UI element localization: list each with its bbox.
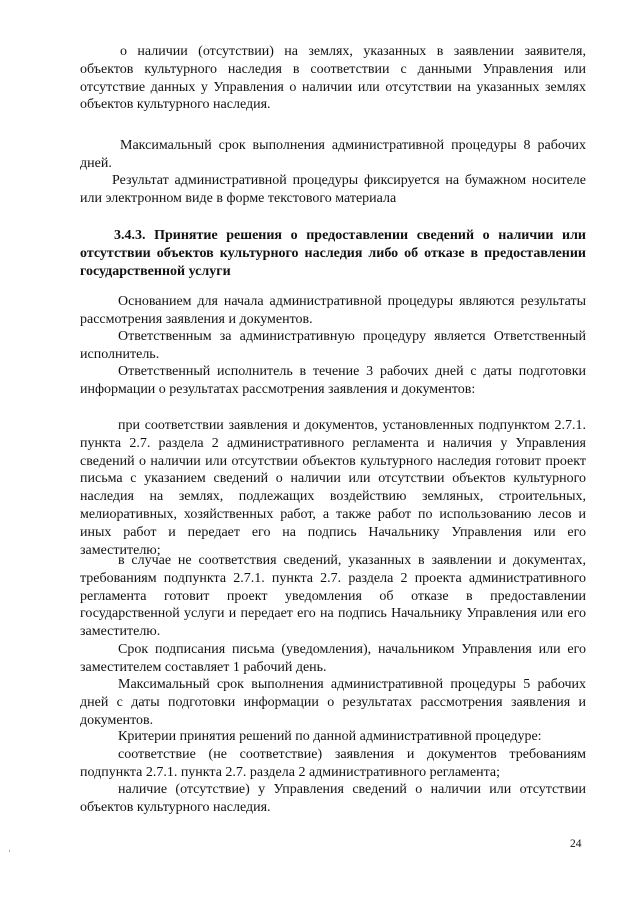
paragraph-responsible-duties: Ответственный исполнитель в течение 3 рабочих дней с даты подготовки информации о результатах рассмотрения заявления и документов:	[80, 364, 586, 397]
paragraph-if-noncompliant: в случае не соответствия сведений, указанных в заявлении и документах, требованиям подпункта 2.7.1. пункта 2.7. раздела 2 проекта административного регламента готовит проект уведомления об отказе в предоставлении государственной услуги и передает его на подпись Начальнику Управления или его заместителю.	[80, 553, 586, 640]
paragraph-responsible: Ответственным за административную процедуру является Ответственный исполнитель.	[80, 329, 586, 362]
section-heading-3-4-3: 3.4.3. Принятие решения о предоставлении сведений о наличии или отсутствии объектов культурного наследия либо об отказе в предоставлении государственной услуги	[80, 228, 586, 279]
paragraph-basis: Основанием для начала административной процедуры являются результаты рассмотрения заявления и документов.	[80, 294, 586, 327]
paragraph-max-term-8-days: Максимальный срок выполнения административной процедуры 8 рабочих дней.	[80, 138, 586, 171]
paragraph-decision-criteria: Критерии принятия решений по данной административной процедуре:	[118, 729, 542, 744]
scan-edge-mark: ·	[8, 846, 11, 856]
paragraph-land-objects: о наличии (отсутствии) на землях, указанных в заявлении заявителя, объектов культурного наследия в соответствии с данными Управления или отсутствие данных у Управления о наличии или отсутствии на указанных землях объектов культурного наследия.	[80, 44, 586, 113]
paragraph-criterion-availability: наличие (отсутствие) у Управления сведений о наличии или отсутствии объектов культурного наследия.	[80, 782, 586, 815]
paragraph-max-term-5-days: Максимальный срок выполнения административной процедуры 5 рабочих дней с даты подготовки информации о результатах рассмотрения заявления и документов.	[80, 677, 586, 728]
paragraph-criterion-compliance: соответствие (не соответствие) заявления и документов требованиям подпункта 2.7.1. пункта 2.7. раздела 2 административного регламента;	[80, 747, 586, 780]
paragraph-if-compliant: при соответствии заявления и документов, установленных подпунктом 2.7.1. пункта 2.7. раздела 2 административного регламента и наличия у Управления сведений о наличии или отсутствии объектов культурного наследия готовит проект письма с указанием сведений о наличии или отсутствии объектов культурного наследия на землях, подлежащих воздействию земляных, строительных, мелиоративных, хозяйственных работ, а также работ по использованию лесов и иных работ и передает его на подпись Начальнику Управления или его заместителю;	[80, 418, 586, 558]
page-number: 24	[570, 838, 582, 850]
paragraph-result-recording: Результат административной процедуры фиксируется на бумажном носителе или электронном виде в форме текстового материала	[80, 173, 586, 206]
paragraph-signing-term: Срок подписания письма (уведомления), начальником Управления или его заместителем составляет 1 рабочий день.	[80, 642, 586, 675]
